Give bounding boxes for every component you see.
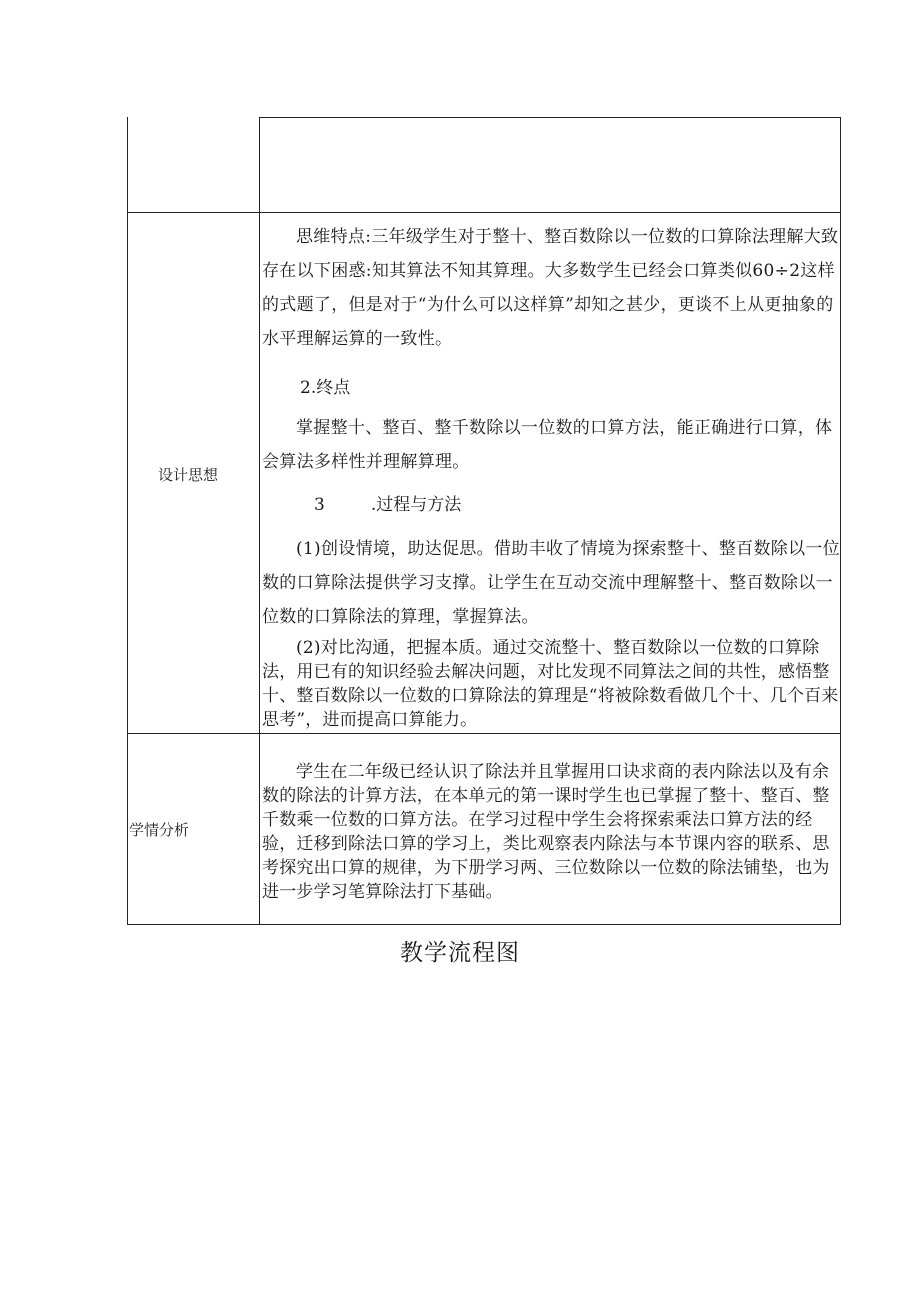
design-heading-process-text: .过程与方法: [370, 495, 462, 515]
row-label-student-analysis: 学情分析: [129, 821, 190, 839]
row-divider-1: [127, 212, 841, 213]
process-2-prefix: (2): [296, 638, 321, 658]
design-heading-goal-number: 2: [300, 378, 311, 398]
flowchart-title: 教学流程图: [400, 940, 520, 966]
design-paragraph-thinking: 思维特点:三年级学生对于整十、整百数除以一位数的口算除法理解大致存在以下困惑:知其算法不知其算理。大多数学生已经会口算类似60÷2这样的式题了，但是对于“为什么可以这样算”却知之甚少，更谈不上从更抽象的水平理解运算的一致性。: [262, 227, 839, 349]
table-bottom-border: [127, 924, 841, 925]
design-heading-goal: [300, 373, 350, 398]
table-left-border: [127, 117, 128, 925]
table-column-divider: [259, 117, 260, 925]
table-right-border: [840, 117, 841, 925]
design-heading-process-number: 3: [314, 495, 325, 515]
design-heading-process: [314, 490, 461, 515]
row-label-design-thinking: 设计思想: [158, 466, 219, 484]
design-paragraph-goal: 掌握整十、整百、整千数除以一位数的口算方法，能正确进行口算，体会算法多样性并理解算理。: [262, 418, 833, 472]
process-1-prefix: (1): [296, 539, 321, 559]
design-heading-goal-text: .终点: [310, 378, 351, 398]
process-2-text: 对比沟通，把握本质。通过交流整十、整百数除以一位数的口算除法，用已有的知识经验去解决问题，对比发现不同算法之间的共性，感悟整十、整百数除以一位数的口算除法的算理是“将被除数看做几个十、几个百来思考”，进而提高口算能力。: [262, 638, 839, 730]
design-clipped-area: [262, 636, 842, 732]
design-paragraph-process-2: [262, 636, 840, 732]
design-paragraph-process-1: [262, 532, 840, 634]
row-divider-2: [127, 733, 841, 734]
process-1-text: 创设情境，助达促思。借助丰收了情境为探索整十、整百数除以一位数的口算除法提供学习支撑。让学生在互动交流中理解整十、整百数除以一位数的口算除法的算理，掌握算法。: [262, 539, 840, 627]
row1-top-border: [259, 117, 841, 118]
student-analysis-paragraph: 学生在二年级已经认识了除法并且掌握用口诀求商的表内除法以及有余数的除法的计算方法，在本单元的第一课时学生也已掌握了整十、整百、整千数乘一位数的口算方法。在学习过程中学生会将探索乘法口算方法的经验，迁移到除法口算的学习上，类比观察表内除法与本节课内容的联系、思考探究出口算的规律，为下册学习两、三位数除以一位数的除法铺垫，也为进一步学习笔算除法打下基础。: [262, 762, 830, 902]
